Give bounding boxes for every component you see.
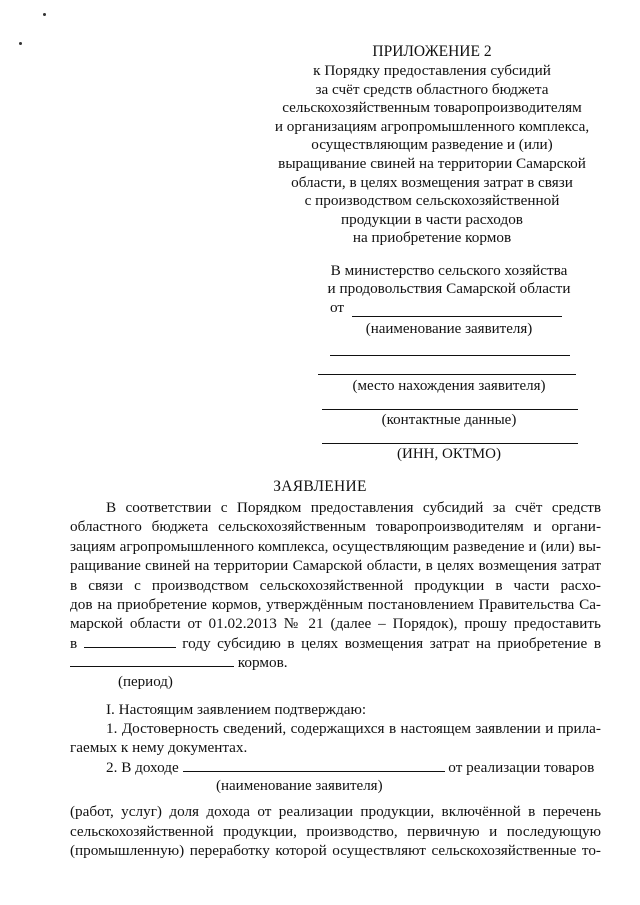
appendix-line: на приобретение кормов: [352, 229, 512, 247]
item1-line: гаемых к нему документах.: [70, 739, 248, 757]
addressee-block: [318, 262, 580, 463]
appendix-line: выращивание свиней на территории Самарской: [278, 155, 586, 173]
applicant-name-field-2[interactable]: [330, 341, 570, 356]
appendix-header: [272, 43, 592, 248]
body-line: марской области от 01.02.2013 № 21 (далее – Порядок), прошу предоставить: [70, 615, 601, 633]
appendix-title: ПРИЛОЖЕНИЕ 2: [372, 43, 492, 60]
period-line: [70, 653, 601, 672]
body-line: (промышленную) переработку которой осуществляют сельскохозяйственные то-: [70, 842, 601, 860]
request-suffix: году субсидию в целях возмещения затрат на приобретение в: [182, 634, 601, 652]
applicant-name-caption: (наименование заявителя): [365, 321, 533, 337]
inn-field[interactable]: [322, 429, 578, 444]
body-line: зациям агропромышленного комплекса, осуществляющим разведение и (или) вы-: [70, 537, 601, 555]
body-line: областного бюджета сельскохозяйственным товаропроизводителям и органи-: [70, 518, 601, 536]
from-row: [330, 299, 580, 317]
item2-suffix: от реализации товаров: [448, 758, 595, 776]
appendix-line: продукции в части расходов: [341, 210, 523, 228]
year-field[interactable]: [84, 634, 176, 648]
document-body: [70, 498, 601, 861]
scan-speck: [19, 42, 22, 45]
section1-heading: I. Настоящим заявлением подтверждаю:: [106, 700, 367, 718]
contacts-field[interactable]: [322, 395, 578, 410]
body-line: дов на приобретение кормов, утверждённым постановлением Правительства Са-: [70, 596, 601, 614]
appendix-line: области, в целях возмещения затрат в связи: [291, 173, 573, 191]
period-caption: (период): [118, 673, 173, 690]
period-field[interactable]: [70, 653, 234, 667]
from-label: от: [330, 299, 345, 316]
appendix-line: и организациям агропромышленного комплекса,: [274, 117, 590, 135]
document-title: ЗАЯВЛЕНИЕ: [273, 478, 367, 495]
appendix-line: за счёт средств областного бюджета: [315, 80, 549, 98]
applicant-name-field[interactable]: [352, 302, 562, 317]
appendix-line: сельскохозяйственным товаропроизводителям: [282, 99, 582, 117]
item2-caption: (наименование заявителя): [216, 778, 383, 795]
inn-caption: (ИНН, ОКТМО): [397, 446, 501, 462]
body-line: (работ, услуг) доля дохода от реализации продукции, включённой в перечень: [70, 803, 601, 821]
body-line: в связи с производством сельскохозяйственной продукции в части расхо-: [70, 576, 601, 594]
item2-line: [70, 758, 601, 777]
body-line: сельскохозяйственной продукции, производство, первичную и последующую: [70, 822, 601, 840]
appendix-line: к Порядку предоставления субсидий: [313, 62, 551, 80]
body-line: В соответствии с Порядком предоставления субсидий за счёт средств: [106, 499, 601, 516]
request-line: [70, 634, 601, 653]
body-line: ращивание свиней на территории Самарской области, в целях возмещения затрат: [70, 557, 601, 575]
scan-speck: [43, 13, 46, 16]
addressee-line: В министерство сельского хозяйства: [330, 262, 568, 279]
request-prefix: в: [70, 634, 78, 652]
item1-line: 1. Достоверность сведений, содержащихся в настоящем заявлении и прила-: [106, 720, 601, 738]
appendix-line: осуществляющим разведение и (или): [311, 136, 553, 154]
item2-applicant-field[interactable]: [183, 758, 445, 772]
location-field[interactable]: [318, 360, 576, 375]
appendix-line: с производством сельскохозяйственной: [304, 192, 560, 210]
contacts-caption: (контактные данные): [381, 412, 517, 428]
item2-prefix: 2. В доходе: [106, 758, 179, 776]
location-caption: (место нахождения заявителя): [352, 378, 546, 394]
addressee-line: и продовольствия Самарской области: [327, 280, 571, 297]
feeds-word: кормов.: [237, 654, 288, 672]
